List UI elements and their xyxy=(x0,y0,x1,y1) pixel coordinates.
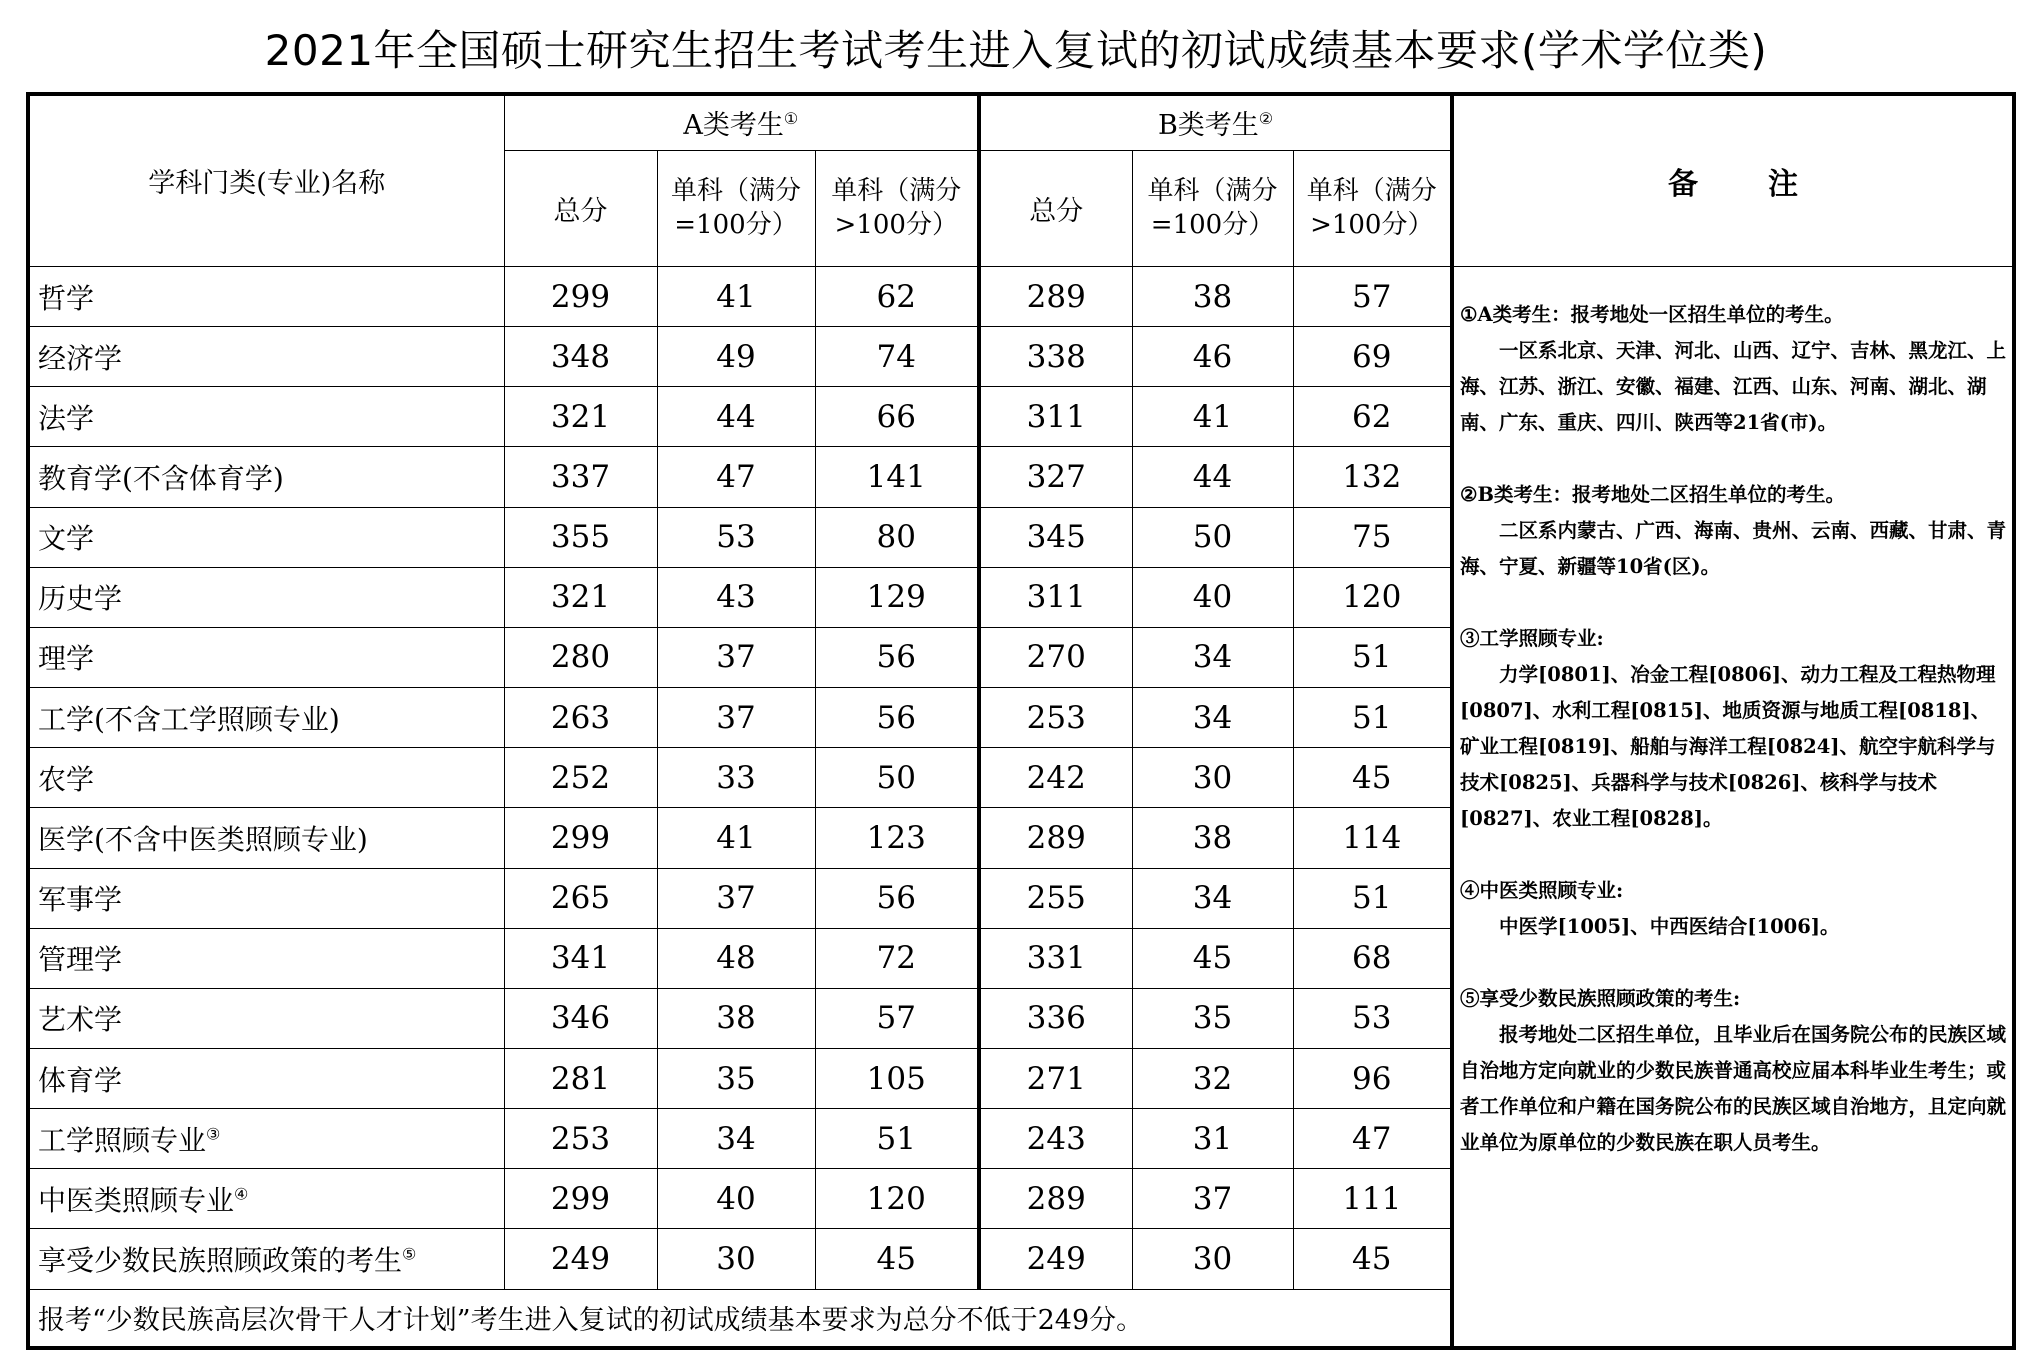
a-total-header: 总分 xyxy=(504,150,657,266)
remark-title: ⑤享受少数民族照顾政策的考生: xyxy=(1460,986,1741,1010)
score-a-total: 265 xyxy=(504,868,657,928)
score-a-100: 35 xyxy=(657,1049,815,1109)
score-b-over: 51 xyxy=(1293,627,1452,687)
score-table xyxy=(26,92,2016,1350)
score-b-over: 132 xyxy=(1293,447,1452,507)
score-a-total: 299 xyxy=(504,808,657,868)
score-a-total: 280 xyxy=(504,627,657,687)
score-b-100: 46 xyxy=(1132,327,1293,387)
score-a-100: 40 xyxy=(657,1169,815,1229)
group-b-header: B类考生② xyxy=(979,94,1452,150)
score-b-total: 331 xyxy=(979,928,1132,988)
score-b-over: 114 xyxy=(1293,808,1452,868)
score-a-total: 299 xyxy=(504,266,657,326)
remarks-panel xyxy=(1452,266,2014,1348)
subject-name: 工学(不含工学照顾专业) xyxy=(28,688,504,748)
subject-name: 法学 xyxy=(28,387,504,447)
score-a-total: 299 xyxy=(504,1169,657,1229)
subject-name: 教育学(不含体育学) xyxy=(28,447,504,507)
remark-note-1 xyxy=(1460,297,2006,441)
subject-name: 经济学 xyxy=(28,327,504,387)
table-row xyxy=(28,266,2014,326)
score-b-total: 289 xyxy=(979,808,1132,868)
score-a-over: 66 xyxy=(815,387,979,447)
score-a-total: 355 xyxy=(504,507,657,567)
score-b-over: 51 xyxy=(1293,688,1452,748)
score-b-100: 50 xyxy=(1132,507,1293,567)
score-b-100: 45 xyxy=(1132,928,1293,988)
score-a-total: 346 xyxy=(504,988,657,1048)
subject-name: 哲学 xyxy=(28,266,504,326)
score-b-over: 120 xyxy=(1293,567,1452,627)
score-a-total: 263 xyxy=(504,688,657,748)
score-a-over: 57 xyxy=(815,988,979,1048)
score-b-total: 327 xyxy=(979,447,1132,507)
remark-note-2 xyxy=(1460,477,2006,585)
score-a-total: 321 xyxy=(504,387,657,447)
score-a-over: 56 xyxy=(815,627,979,687)
remark-note-5 xyxy=(1460,981,2006,1161)
remark-body: 二区系内蒙古、广西、海南、贵州、云南、西藏、甘肃、青海、宁夏、新疆等10省(区)。 xyxy=(1460,518,2007,578)
score-b-over: 62 xyxy=(1293,387,1452,447)
score-a-100: 30 xyxy=(657,1229,815,1289)
score-b-total: 271 xyxy=(979,1049,1132,1109)
score-b-100: 34 xyxy=(1132,868,1293,928)
score-b-total: 336 xyxy=(979,988,1132,1048)
score-a-over: 45 xyxy=(815,1229,979,1289)
subject-name: 体育学 xyxy=(28,1049,504,1109)
subject-name: 中医类照顾专业④ xyxy=(28,1169,504,1229)
score-b-over: 69 xyxy=(1293,327,1452,387)
score-a-total: 321 xyxy=(504,567,657,627)
remark-body: 报考地处二区招生单位，且毕业后在国务院公布的民族区域自治地方定向就业的少数民族普通高校应届本科毕业生考生；或者工作单位和户籍在国务院公布的民族区域自治地方，且定向就业单位为原单位的少数民族在职人员考生。 xyxy=(1460,1022,2007,1154)
score-b-total: 243 xyxy=(979,1109,1132,1169)
score-a-over: 56 xyxy=(815,868,979,928)
score-b-total: 345 xyxy=(979,507,1132,567)
score-b-over: 96 xyxy=(1293,1049,1452,1109)
score-b-total: 338 xyxy=(979,327,1132,387)
a-single-over-header: 单科（满分 >100分） xyxy=(815,150,979,266)
score-b-100: 32 xyxy=(1132,1049,1293,1109)
score-b-over: 47 xyxy=(1293,1109,1452,1169)
score-b-100: 40 xyxy=(1132,567,1293,627)
score-a-total: 281 xyxy=(504,1049,657,1109)
remarks-header: 备注 xyxy=(1452,94,2014,266)
page-title: 2021年全国硕士研究生招生考试考生进入复试的初试成绩基本要求(学术学位类) xyxy=(264,26,1768,75)
score-b-total: 255 xyxy=(979,868,1132,928)
a-single-100-header: 单科（满分 =100分） xyxy=(657,150,815,266)
remark-body: 一区系北京、天津、河北、山西、辽宁、吉林、黑龙江、上海、江苏、浙江、安徽、福建、江西、山东、河南、湖北、湖南、广东、重庆、四川、陕西等21省(市)。 xyxy=(1460,338,2007,434)
score-a-over: 129 xyxy=(815,567,979,627)
subject-name: 工学照顾专业③ xyxy=(28,1109,504,1169)
score-b-100: 31 xyxy=(1132,1109,1293,1169)
footnote-mark: ⑤ xyxy=(402,1244,417,1264)
score-b-total: 270 xyxy=(979,627,1132,687)
score-a-over: 105 xyxy=(815,1049,979,1109)
score-a-100: 48 xyxy=(657,928,815,988)
remark-title: ②B类考生：报考地处二区招生单位的考生。 xyxy=(1460,482,1846,506)
score-b-over: 75 xyxy=(1293,507,1452,567)
score-a-100: 33 xyxy=(657,748,815,808)
score-a-100: 49 xyxy=(657,327,815,387)
score-b-over: 111 xyxy=(1293,1169,1452,1229)
score-a-over: 74 xyxy=(815,327,979,387)
score-a-over: 141 xyxy=(815,447,979,507)
score-a-total: 337 xyxy=(504,447,657,507)
score-a-over: 56 xyxy=(815,688,979,748)
score-b-100: 30 xyxy=(1132,748,1293,808)
score-b-total: 311 xyxy=(979,567,1132,627)
score-a-100: 41 xyxy=(657,808,815,868)
score-b-100: 34 xyxy=(1132,627,1293,687)
score-a-over: 80 xyxy=(815,507,979,567)
remark-body: 力学[0801]、冶金工程[0806]、动力工程及工程热物理[0807]、水利工程[0815]、地质资源与地质工程[0818]、矿业工程[0819]、船舶与海洋工程[0824]、航空宇航科学与技术[0825]、兵器科学与技术[0826]、核科学与技术[0827]、农业工程[0828]。 xyxy=(1460,662,1996,830)
remark-title: ④中医类照顾专业: xyxy=(1460,878,1624,902)
score-a-100: 43 xyxy=(657,567,815,627)
score-b-total: 253 xyxy=(979,688,1132,748)
remark-note-4 xyxy=(1460,873,2006,945)
remark-title: ③工学照顾专业: xyxy=(1460,626,1604,650)
score-a-100: 37 xyxy=(657,868,815,928)
score-a-100: 47 xyxy=(657,447,815,507)
score-b-over: 51 xyxy=(1293,868,1452,928)
score-a-100: 34 xyxy=(657,1109,815,1169)
subject-name: 医学(不含中医类照顾专业) xyxy=(28,808,504,868)
score-b-100: 38 xyxy=(1132,808,1293,868)
score-a-over: 50 xyxy=(815,748,979,808)
subject-column-header: 学科门类(专业)名称 xyxy=(28,94,504,266)
score-a-100: 44 xyxy=(657,387,815,447)
score-a-total: 253 xyxy=(504,1109,657,1169)
score-a-over: 51 xyxy=(815,1109,979,1169)
score-a-over: 62 xyxy=(815,266,979,326)
subject-name: 历史学 xyxy=(28,567,504,627)
remark-body: 中医学[1005]、中西医结合[1006]。 xyxy=(1499,914,1840,938)
b-total-header: 总分 xyxy=(979,150,1132,266)
group-a-header: A类考生① xyxy=(504,94,979,150)
score-a-total: 249 xyxy=(504,1229,657,1289)
footer-note: 报考“少数民族高层次骨干人才计划”考生进入复试的初试成绩基本要求为总分不低于249分。 xyxy=(28,1289,1452,1348)
score-b-100: 34 xyxy=(1132,688,1293,748)
score-a-over: 123 xyxy=(815,808,979,868)
score-b-100: 35 xyxy=(1132,988,1293,1048)
score-b-total: 289 xyxy=(979,1169,1132,1229)
score-b-over: 53 xyxy=(1293,988,1452,1048)
score-b-total: 311 xyxy=(979,387,1132,447)
score-a-over: 120 xyxy=(815,1169,979,1229)
score-a-100: 37 xyxy=(657,688,815,748)
score-a-100: 38 xyxy=(657,988,815,1048)
subject-name: 享受少数民族照顾政策的考生⑤ xyxy=(28,1229,504,1289)
score-b-100: 41 xyxy=(1132,387,1293,447)
score-b-total: 242 xyxy=(979,748,1132,808)
score-b-100: 37 xyxy=(1132,1169,1293,1229)
score-b-over: 45 xyxy=(1293,748,1452,808)
score-a-100: 53 xyxy=(657,507,815,567)
b-single-100-header: 单科（满分 =100分） xyxy=(1132,150,1293,266)
score-b-100: 30 xyxy=(1132,1229,1293,1289)
score-a-total: 341 xyxy=(504,928,657,988)
score-a-100: 37 xyxy=(657,627,815,687)
score-b-over: 45 xyxy=(1293,1229,1452,1289)
score-a-total: 348 xyxy=(504,327,657,387)
score-b-100: 38 xyxy=(1132,266,1293,326)
remark-title: ①A类考生：报考地处一区招生单位的考生。 xyxy=(1460,302,1844,326)
score-b-total: 289 xyxy=(979,266,1132,326)
score-b-100: 44 xyxy=(1132,447,1293,507)
subject-name: 艺术学 xyxy=(28,988,504,1048)
score-a-over: 72 xyxy=(815,928,979,988)
remark-note-3 xyxy=(1460,621,2006,837)
subject-name: 农学 xyxy=(28,748,504,808)
score-a-100: 41 xyxy=(657,266,815,326)
score-a-total: 252 xyxy=(504,748,657,808)
score-b-over: 68 xyxy=(1293,928,1452,988)
footnote-mark: ③ xyxy=(206,1124,221,1144)
score-b-over: 57 xyxy=(1293,266,1452,326)
score-b-total: 249 xyxy=(979,1229,1132,1289)
subject-name: 军事学 xyxy=(28,868,504,928)
subject-name: 管理学 xyxy=(28,928,504,988)
b-single-over-header: 单科（满分 >100分） xyxy=(1293,150,1452,266)
subject-name: 文学 xyxy=(28,507,504,567)
subject-name: 理学 xyxy=(28,627,504,687)
footnote-mark: ④ xyxy=(234,1184,249,1204)
